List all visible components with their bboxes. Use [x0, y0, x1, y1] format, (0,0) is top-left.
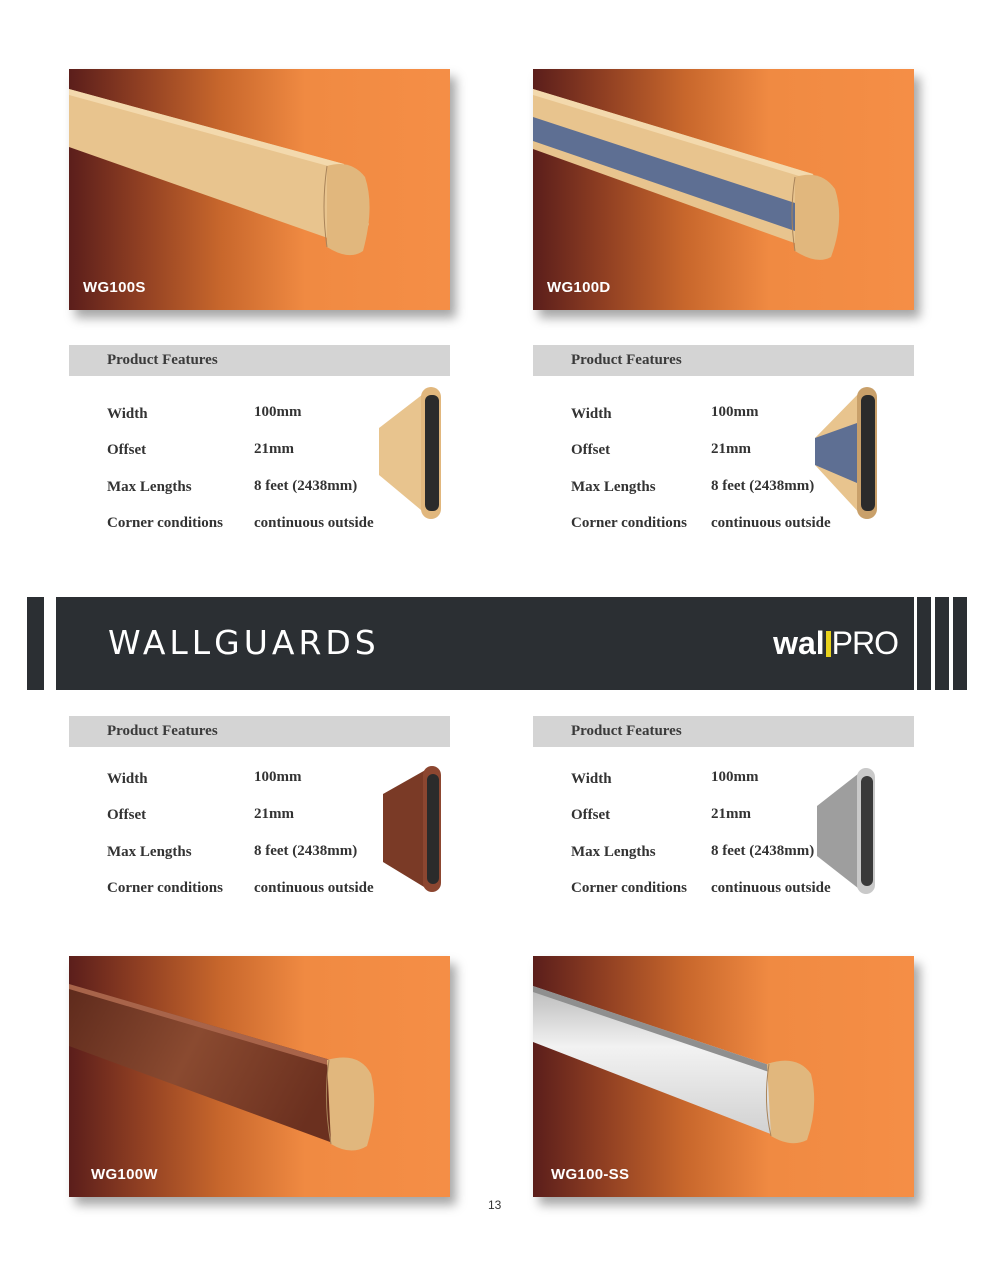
max-lengths-label: Max Lengths: [107, 844, 192, 860]
width-label: Width: [107, 406, 148, 422]
max-lengths-value: 8 feet (2438mm): [254, 478, 358, 494]
corner-label: Corner conditions: [571, 515, 687, 531]
logo-accent-bar: [826, 631, 831, 657]
logo-wall-text: wal: [773, 625, 825, 661]
max-lengths-label: Max Lengths: [107, 479, 192, 495]
profile-icon: [813, 383, 883, 523]
offset-label: Offset: [571, 807, 611, 823]
max-lengths-value: 8 feet (2438mm): [711, 843, 815, 859]
wallguards-banner: [56, 597, 914, 690]
product-features-wg100w: [69, 716, 450, 906]
model-label: WG100W: [91, 1166, 158, 1183]
features-heading: Product Features: [533, 716, 914, 747]
max-lengths-value: 8 feet (2438mm): [711, 478, 815, 494]
model-label: WG100S: [83, 279, 146, 296]
product-features-wg100-ss: [533, 716, 914, 906]
offset-value: 21mm: [711, 806, 751, 822]
width-label: Width: [107, 771, 148, 787]
banner-stripe-right-3: [953, 597, 967, 690]
banner-stripe-right-2: [935, 597, 949, 690]
max-lengths-label: Max Lengths: [571, 844, 656, 860]
width-value: 100mm: [711, 769, 759, 785]
profile-icon: [381, 764, 445, 894]
max-lengths-value: 8 feet (2438mm): [254, 843, 358, 859]
width-value: 100mm: [254, 404, 302, 420]
logo-pro-text: PRO: [831, 625, 898, 661]
width-value: 100mm: [254, 769, 302, 785]
profile-icon: [815, 766, 879, 896]
corner-label: Corner conditions: [107, 515, 223, 531]
features-heading: Product Features: [69, 716, 450, 747]
offset-label: Offset: [571, 442, 611, 458]
corner-value: continuous outside: [711, 880, 831, 896]
page-number: 13: [488, 1198, 502, 1212]
width-label: Width: [571, 406, 612, 422]
width-value: 100mm: [711, 404, 759, 420]
wallpro-logo: [773, 625, 898, 662]
model-label: WG100D: [547, 279, 611, 296]
offset-value: 21mm: [254, 441, 294, 457]
corner-value: continuous outside: [254, 880, 374, 896]
max-lengths-label: Max Lengths: [571, 479, 656, 495]
banner-title: WALLGUARDS: [108, 623, 380, 662]
offset-label: Offset: [107, 442, 147, 458]
features-heading: Product Features: [533, 345, 914, 376]
features-heading: Product Features: [69, 345, 450, 376]
product-features-wg100d: [533, 345, 914, 545]
product-features-wg100s: [69, 345, 450, 545]
corner-label: Corner conditions: [107, 880, 223, 896]
profile-icon: [377, 383, 447, 523]
corner-label: Corner conditions: [571, 880, 687, 896]
offset-value: 21mm: [711, 441, 751, 457]
product-photo-wg100s: [69, 69, 450, 310]
width-label: Width: [571, 771, 612, 787]
corner-value: continuous outside: [254, 515, 374, 531]
banner-stripe-right-1: [917, 597, 931, 690]
product-photo-wg100w: [69, 956, 450, 1197]
corner-value: continuous outside: [711, 515, 831, 531]
model-label: WG100-SS: [551, 1166, 630, 1183]
banner-stripe-left: [27, 597, 44, 690]
offset-value: 21mm: [254, 806, 294, 822]
offset-label: Offset: [107, 807, 147, 823]
product-photo-wg100-ss: [533, 956, 914, 1197]
product-photo-wg100d: [533, 69, 914, 310]
